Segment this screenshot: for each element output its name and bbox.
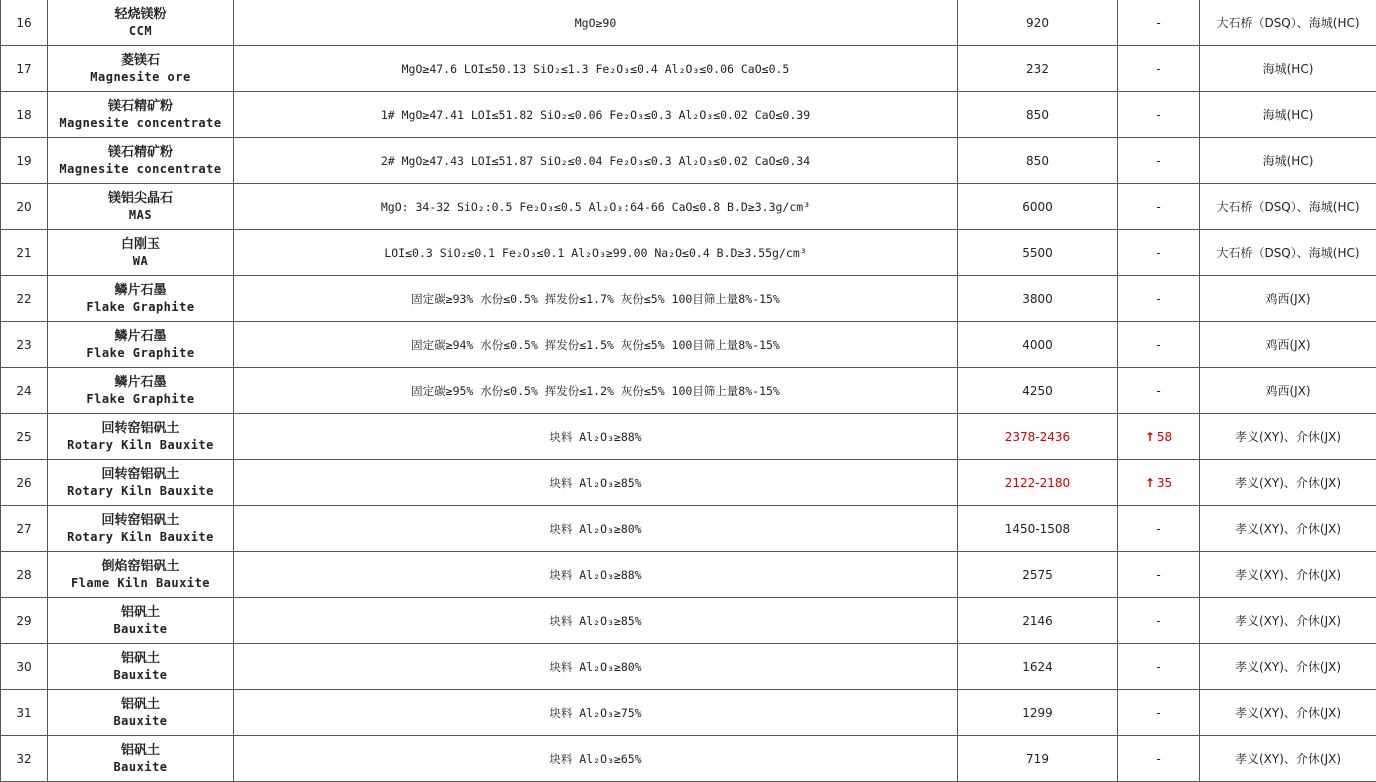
price: 1624 xyxy=(958,644,1118,690)
row-index: 28 xyxy=(1,552,48,598)
product-name-en: Flake Graphite xyxy=(86,299,195,314)
product-name-cn: 回转窑铝矾土 xyxy=(101,512,180,528)
product-name-cn: 鳞片石墨 xyxy=(114,374,167,390)
product-name-cn: 白刚玉 xyxy=(120,236,160,252)
price: 2575 xyxy=(958,552,1118,598)
row-index: 19 xyxy=(1,138,48,184)
product-name-cell xyxy=(48,138,234,184)
row-index: 25 xyxy=(1,414,48,460)
price: 850 xyxy=(958,138,1118,184)
product-name-cell xyxy=(48,46,234,92)
product-name-en: MAS xyxy=(128,207,153,222)
table-row xyxy=(1,598,1376,644)
specification: 块料 Al₂O₃≥75% xyxy=(234,690,958,736)
product-name-en: Rotary Kiln Bauxite xyxy=(67,529,214,544)
price-change: - xyxy=(1118,368,1200,414)
price-change: - xyxy=(1118,184,1200,230)
product-name-cell xyxy=(48,322,234,368)
product-name-cell xyxy=(48,506,234,552)
origin: 孝义(XY)、介休(JX) xyxy=(1200,690,1376,736)
product-name-cn: 铝矾土 xyxy=(120,696,160,712)
product-name-en: Bauxite xyxy=(113,667,168,682)
origin: 鸡西(JX) xyxy=(1200,322,1376,368)
origin: 大石桥（DSQ）、海城(HC) xyxy=(1200,230,1376,276)
table-row xyxy=(1,46,1376,92)
price: 5500 xyxy=(958,230,1118,276)
product-name-en: Rotary Kiln Bauxite xyxy=(67,483,214,498)
row-index: 27 xyxy=(1,506,48,552)
origin: 孝义(XY)、介休(JX) xyxy=(1200,598,1376,644)
row-index: 32 xyxy=(1,736,48,782)
row-index: 16 xyxy=(1,0,48,46)
product-name-cell xyxy=(48,368,234,414)
product-name-cn: 镁铝尖晶石 xyxy=(107,190,173,206)
price: 850 xyxy=(958,92,1118,138)
specification: LOI≤0.3 SiO₂≤0.1 Fe₂O₃≤0.1 Al₂O₃≥99.00 Na₂O≤0.4 B.D≥3.55g/cm³ xyxy=(234,230,958,276)
product-name-cell xyxy=(48,184,234,230)
product-name-cn: 镁石精矿粉 xyxy=(107,144,173,160)
origin: 海城(HC) xyxy=(1200,138,1376,184)
product-name-en: CCM xyxy=(128,23,153,38)
price-change xyxy=(1118,460,1200,506)
price-change: - xyxy=(1118,506,1200,552)
up-arrow-icon: ↑ xyxy=(1144,429,1155,444)
price: 2378-2436 xyxy=(958,414,1118,460)
origin: 孝义(XY)、介休(JX) xyxy=(1200,414,1376,460)
price: 2146 xyxy=(958,598,1118,644)
table-row xyxy=(1,0,1376,46)
price: 1450-1508 xyxy=(958,506,1118,552)
price: 4250 xyxy=(958,368,1118,414)
table-row xyxy=(1,322,1376,368)
product-name-en: Magnesite concentrate xyxy=(59,161,222,176)
price-table-body xyxy=(1,0,1376,782)
row-index: 23 xyxy=(1,322,48,368)
table-row xyxy=(1,414,1376,460)
price-change: - xyxy=(1118,690,1200,736)
price-change: - xyxy=(1118,0,1200,46)
origin: 海城(HC) xyxy=(1200,46,1376,92)
product-name-cell xyxy=(48,552,234,598)
specification: 固定碳≥94% 水份≤0.5% 挥发份≤1.5% 灰份≤5% 100目筛上量8%-15% xyxy=(234,322,958,368)
price-change: - xyxy=(1118,644,1200,690)
row-index: 30 xyxy=(1,644,48,690)
row-index: 18 xyxy=(1,92,48,138)
price: 1299 xyxy=(958,690,1118,736)
price: 3800 xyxy=(958,276,1118,322)
price-change-value: 58 xyxy=(1156,429,1173,444)
table-row xyxy=(1,736,1376,782)
origin: 孝义(XY)、介休(JX) xyxy=(1200,506,1376,552)
product-name-cell xyxy=(48,0,234,46)
table-row xyxy=(1,644,1376,690)
price-change: - xyxy=(1118,92,1200,138)
specification: 块料 Al₂O₃≥65% xyxy=(234,736,958,782)
specification: 块料 Al₂O₃≥88% xyxy=(234,552,958,598)
price-change: - xyxy=(1118,736,1200,782)
price-change: - xyxy=(1118,46,1200,92)
specification: 2# MgO≥47.43 LOI≤51.87 SiO₂≤0.04 Fe₂O₃≤0.3 Al₂O₃≤0.02 CaO≤0.34 xyxy=(234,138,958,184)
specification: MgO≥47.6 LOI≤50.13 SiO₂≤1.3 Fe₂O₃≤0.4 Al₂O₃≤0.06 CaO≤0.5 xyxy=(234,46,958,92)
table-row xyxy=(1,506,1376,552)
product-name-en: Bauxite xyxy=(113,713,168,728)
product-name-cell xyxy=(48,414,234,460)
product-name-en: Flame Kiln Bauxite xyxy=(70,575,211,590)
specification: 固定碳≥93% 水份≤0.5% 挥发份≤1.7% 灰份≤5% 100目筛上量8%-15% xyxy=(234,276,958,322)
table-row xyxy=(1,460,1376,506)
origin: 孝义(XY)、介休(JX) xyxy=(1200,644,1376,690)
price: 719 xyxy=(958,736,1118,782)
product-name-cn: 轻烧镁粉 xyxy=(114,6,167,22)
specification: 块料 Al₂O₃≥85% xyxy=(234,460,958,506)
product-name-cell xyxy=(48,690,234,736)
product-name-cn: 回转窑铝矾土 xyxy=(101,466,180,482)
product-name-en: WA xyxy=(132,253,149,268)
product-name-en: Bauxite xyxy=(113,759,168,774)
product-name-cn: 鳞片石墨 xyxy=(114,328,167,344)
product-name-en: Bauxite xyxy=(113,621,168,636)
product-name-en: Flake Graphite xyxy=(86,345,195,360)
product-name-cn: 铝矾土 xyxy=(120,650,160,666)
specification: 块料 Al₂O₃≥85% xyxy=(234,598,958,644)
table-row xyxy=(1,552,1376,598)
table-row xyxy=(1,276,1376,322)
price-change: - xyxy=(1118,322,1200,368)
price: 4000 xyxy=(958,322,1118,368)
origin: 孝义(XY)、介休(JX) xyxy=(1200,460,1376,506)
product-name-en: Flake Graphite xyxy=(86,391,195,406)
specification: 块料 Al₂O₃≥80% xyxy=(234,506,958,552)
origin: 大石桥（DSQ）、海城(HC) xyxy=(1200,184,1376,230)
origin: 大石桥（DSQ）、海城(HC) xyxy=(1200,0,1376,46)
row-index: 29 xyxy=(1,598,48,644)
table-row xyxy=(1,368,1376,414)
product-name-en: Magnesite ore xyxy=(90,69,191,84)
specification: MgO: 34-32 SiO₂:0.5 Fe₂O₃≤0.5 Al₂O₃:64-66 CaO≤0.8 B.D≥3.3g/cm³ xyxy=(234,184,958,230)
product-name-cn: 镁石精矿粉 xyxy=(107,98,173,114)
row-index: 21 xyxy=(1,230,48,276)
price: 920 xyxy=(958,0,1118,46)
product-name-cn: 倒焰窑铝矾土 xyxy=(101,558,180,574)
price-change-value: 35 xyxy=(1156,475,1173,490)
specification: 固定碳≥95% 水份≤0.5% 挥发份≤1.2% 灰份≤5% 100目筛上量8%-15% xyxy=(234,368,958,414)
product-name-cell xyxy=(48,644,234,690)
row-index: 22 xyxy=(1,276,48,322)
table-row xyxy=(1,138,1376,184)
up-arrow-icon: ↑ xyxy=(1144,475,1155,490)
price: 2122-2180 xyxy=(958,460,1118,506)
table-row xyxy=(1,690,1376,736)
product-name-cn: 鳞片石墨 xyxy=(114,282,167,298)
product-name-cn: 回转窑铝矾土 xyxy=(101,420,180,436)
origin: 孝义(XY)、介休(JX) xyxy=(1200,552,1376,598)
price: 6000 xyxy=(958,184,1118,230)
price-change: - xyxy=(1118,138,1200,184)
specification: MgO≥90 xyxy=(234,0,958,46)
product-name-cn: 铝矾土 xyxy=(120,742,160,758)
product-name-en: Magnesite concentrate xyxy=(59,115,222,130)
price: 232 xyxy=(958,46,1118,92)
row-index: 31 xyxy=(1,690,48,736)
origin: 鸡西(JX) xyxy=(1200,368,1376,414)
price-change xyxy=(1118,414,1200,460)
product-name-en: Rotary Kiln Bauxite xyxy=(67,437,214,452)
product-name-cell xyxy=(48,460,234,506)
row-index: 24 xyxy=(1,368,48,414)
origin: 孝义(XY)、介休(JX) xyxy=(1200,736,1376,782)
specification: 1# MgO≥47.41 LOI≤51.82 SiO₂≤0.06 Fe₂O₃≤0.3 Al₂O₃≤0.02 CaO≤0.39 xyxy=(234,92,958,138)
product-name-cell xyxy=(48,598,234,644)
row-index: 17 xyxy=(1,46,48,92)
price-change: - xyxy=(1118,552,1200,598)
specification: 块料 Al₂O₃≥88% xyxy=(234,414,958,460)
product-name-cell xyxy=(48,276,234,322)
table-row xyxy=(1,184,1376,230)
table-row xyxy=(1,92,1376,138)
table-row xyxy=(1,230,1376,276)
price-change: - xyxy=(1118,230,1200,276)
origin: 海城(HC) xyxy=(1200,92,1376,138)
specification: 块料 Al₂O₃≥80% xyxy=(234,644,958,690)
origin: 鸡西(JX) xyxy=(1200,276,1376,322)
row-index: 20 xyxy=(1,184,48,230)
product-name-cell xyxy=(48,736,234,782)
product-name-cell xyxy=(48,92,234,138)
product-name-cn: 菱镁石 xyxy=(120,52,160,68)
price-change: - xyxy=(1118,598,1200,644)
row-index: 26 xyxy=(1,460,48,506)
product-name-cell xyxy=(48,230,234,276)
price-change: - xyxy=(1118,276,1200,322)
product-name-cn: 铝矾土 xyxy=(120,604,160,620)
